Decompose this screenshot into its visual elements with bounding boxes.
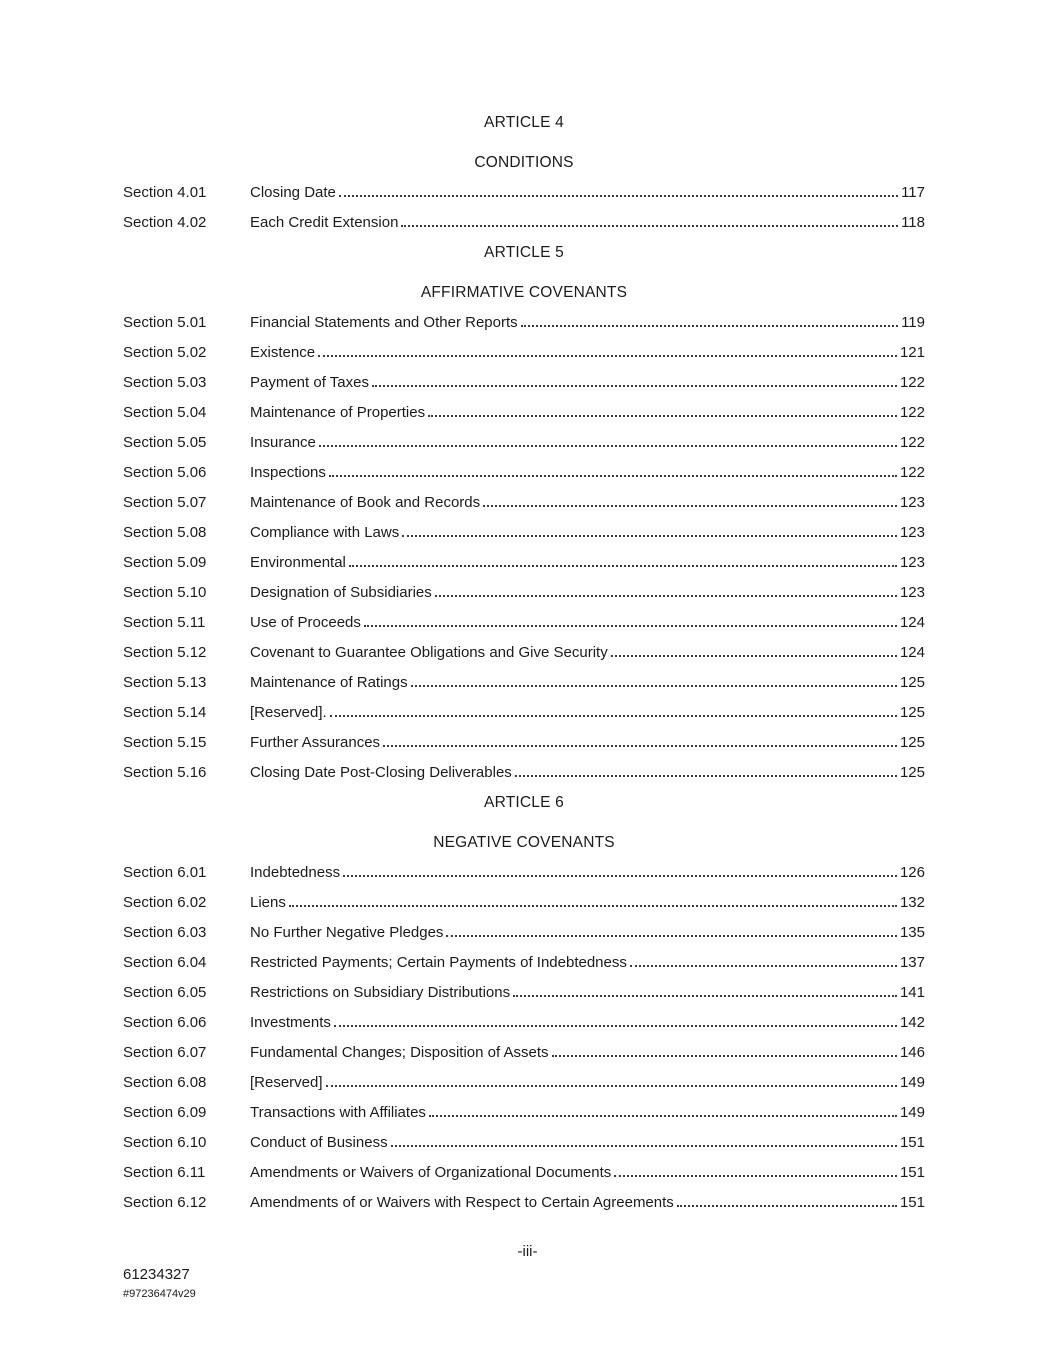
section-title: Designation of Subsidiaries [250, 584, 432, 601]
page-number: 122 [899, 374, 925, 391]
dot-leader [630, 965, 897, 967]
page-number: 141 [899, 984, 925, 1001]
section-title: Existence [250, 344, 316, 361]
section-number: Section 6.02 [123, 894, 207, 911]
section-title: Covenant to Guarantee Obligations and Give Security [250, 644, 608, 661]
section-title: [Reserved]. [250, 704, 327, 721]
table-of-contents [123, 108, 925, 1218]
section-title: Further Assurances [250, 734, 381, 751]
section-title: No Further Negative Pledges [250, 924, 444, 941]
toc-row [123, 178, 925, 208]
section-number: Section 6.03 [123, 924, 207, 941]
section-number: Section 5.14 [123, 704, 207, 721]
section-number: Section 6.11 [123, 1164, 206, 1181]
page-number: 119 [901, 314, 925, 331]
section-number: Section 5.03 [123, 374, 207, 391]
toc-row [123, 368, 925, 398]
toc-row [123, 488, 925, 518]
page-number: 151 [899, 1164, 925, 1181]
dot-leader [521, 325, 898, 327]
dot-leader [391, 1145, 897, 1147]
section-number: Section 4.02 [123, 214, 207, 231]
section-number: Section 5.13 [123, 674, 207, 691]
section-number: Section 5.05 [123, 434, 207, 451]
page-number: 123 [899, 554, 925, 571]
toc-row [123, 1158, 925, 1188]
page-number: 137 [899, 954, 925, 971]
section-title: Maintenance of Ratings [250, 674, 408, 691]
page-number: 146 [899, 1044, 925, 1061]
page-number: 122 [899, 404, 925, 421]
article-subtitle: AFFIRMATIVE COVENANTS [420, 284, 628, 301]
dot-leader [515, 775, 897, 777]
page-number: 123 [899, 494, 925, 511]
section-number: Section 6.04 [123, 954, 207, 971]
dot-leader [372, 385, 897, 387]
section-title: Transactions with Affiliates [250, 1104, 426, 1121]
dot-leader [429, 1115, 897, 1117]
toc-row [123, 518, 925, 548]
page-number-footer: -iii- [517, 1243, 538, 1260]
dot-leader [364, 625, 897, 627]
dot-leader [402, 535, 897, 537]
dot-leader [339, 195, 898, 197]
dot-leader [614, 1175, 897, 1177]
dot-leader [383, 745, 897, 747]
toc-row [123, 1068, 925, 1098]
section-number: Section 6.10 [123, 1134, 207, 1151]
section-number: Section 5.08 [123, 524, 207, 541]
page-number: 126 [899, 864, 925, 881]
toc-row [123, 888, 925, 918]
section-title: Inspections [250, 464, 326, 481]
page-number: 142 [899, 1014, 925, 1031]
toc-row [123, 428, 925, 458]
section-title: Each Credit Extension [250, 214, 399, 231]
toc-row [123, 668, 925, 698]
section-number: Section 5.16 [123, 764, 207, 781]
section-title: Restrictions on Subsidiary Distributions [250, 984, 511, 1001]
section-title: Amendments or Waivers of Organizational Documents [250, 1164, 612, 1181]
section-title: Fundamental Changes; Disposition of Assets [250, 1044, 549, 1061]
toc-row [123, 948, 925, 978]
document-version-stamp: #97236474v29 [123, 1288, 196, 1300]
toc-row [123, 1098, 925, 1128]
toc-row [123, 638, 925, 668]
toc-row [123, 1008, 925, 1038]
dot-leader [343, 875, 897, 877]
toc-row [123, 1188, 925, 1218]
section-number: Section 6.09 [123, 1104, 207, 1121]
section-number: Section 5.01 [123, 314, 207, 331]
page-number: 132 [899, 894, 925, 911]
section-number: Section 4.01 [123, 184, 207, 201]
page-number: 123 [899, 524, 925, 541]
section-title: Liens [250, 894, 286, 911]
section-title: Investments [250, 1014, 331, 1031]
toc-row [123, 698, 925, 728]
toc-row [123, 458, 925, 488]
article-subtitle: NEGATIVE COVENANTS [433, 834, 615, 851]
dot-leader [326, 1085, 897, 1087]
page-number: 125 [899, 674, 925, 691]
section-title: Financial Statements and Other Reports [250, 314, 518, 331]
section-title: Restricted Payments; Certain Payments of Indebtedness [250, 954, 627, 971]
article-heading: ARTICLE 5 [484, 244, 564, 261]
dot-leader [552, 1055, 897, 1057]
page-number: 123 [899, 584, 925, 601]
toc-row [123, 338, 925, 368]
page-number: 149 [899, 1104, 925, 1121]
dot-leader [435, 595, 897, 597]
section-number: Section 5.09 [123, 554, 207, 571]
dot-leader [319, 445, 897, 447]
dot-leader [318, 355, 897, 357]
section-number: Section 6.05 [123, 984, 207, 1001]
section-title: Compliance with Laws [250, 524, 400, 541]
section-title: Indebtedness [250, 864, 341, 881]
toc-row [123, 728, 925, 758]
section-number: Section 5.02 [123, 344, 207, 361]
section-title: Conduct of Business [250, 1134, 388, 1151]
dot-leader [446, 935, 897, 937]
dot-leader [428, 415, 897, 417]
page-number: 125 [899, 704, 925, 721]
document-number: 61234327 [123, 1266, 190, 1283]
dot-leader [411, 685, 897, 687]
toc-row [123, 978, 925, 1008]
dot-leader [513, 995, 897, 997]
section-title: [Reserved] [250, 1074, 323, 1091]
toc-row [123, 208, 925, 238]
section-number: Section 6.12 [123, 1194, 207, 1211]
section-number: Section 5.06 [123, 464, 207, 481]
section-number: Section 6.07 [123, 1044, 207, 1061]
section-title: Closing Date [250, 184, 336, 201]
section-title: Use of Proceeds [250, 614, 361, 631]
page-number: 125 [899, 734, 925, 751]
section-title: Amendments of or Waivers with Respect to Certain Agreements [250, 1194, 674, 1211]
page-number: 122 [899, 434, 925, 451]
toc-row [123, 1128, 925, 1158]
page-number: 118 [901, 214, 925, 231]
dot-leader [483, 505, 897, 507]
page-number: 117 [901, 184, 925, 201]
section-number: Section 5.04 [123, 404, 207, 421]
toc-row [123, 578, 925, 608]
section-title: Payment of Taxes [250, 374, 369, 391]
section-title: Maintenance of Properties [250, 404, 426, 421]
article-heading: ARTICLE 4 [484, 114, 564, 131]
toc-row [123, 858, 925, 888]
toc-row [123, 608, 925, 638]
dot-leader [349, 565, 897, 567]
dot-leader [329, 475, 897, 477]
section-number: Section 5.15 [123, 734, 207, 751]
section-number: Section 5.11 [123, 614, 206, 631]
toc-row [123, 548, 925, 578]
section-number: Section 6.08 [123, 1074, 207, 1091]
page-number: 121 [899, 344, 925, 361]
page-number: 125 [899, 764, 925, 781]
page-number: 122 [899, 464, 925, 481]
section-number: Section 5.07 [123, 494, 207, 511]
section-title: Insurance [250, 434, 316, 451]
page-number: 151 [899, 1194, 925, 1211]
article-subtitle: CONDITIONS [474, 154, 574, 171]
page-number: 149 [899, 1074, 925, 1091]
section-number: Section 5.10 [123, 584, 207, 601]
section-number: Section 6.06 [123, 1014, 207, 1031]
dot-leader [401, 225, 898, 227]
page-number: 124 [899, 614, 925, 631]
dot-leader [334, 1025, 897, 1027]
dot-leader [611, 655, 897, 657]
section-number: Section 6.01 [123, 864, 207, 881]
page-number: 124 [899, 644, 925, 661]
section-title: Closing Date Post-Closing Deliverables [250, 764, 512, 781]
article-heading: ARTICLE 6 [484, 794, 564, 811]
dot-leader [677, 1205, 897, 1207]
dot-leader [289, 905, 897, 907]
page-number: 151 [899, 1134, 925, 1151]
page-number: 135 [899, 924, 925, 941]
section-title: Environmental [250, 554, 346, 571]
section-number: Section 5.12 [123, 644, 207, 661]
section-title: Maintenance of Book and Records [250, 494, 481, 511]
toc-row [123, 918, 925, 948]
dot-leader [330, 715, 897, 717]
toc-row [123, 758, 925, 788]
toc-row [123, 308, 925, 338]
toc-row [123, 1038, 925, 1068]
toc-row [123, 398, 925, 428]
